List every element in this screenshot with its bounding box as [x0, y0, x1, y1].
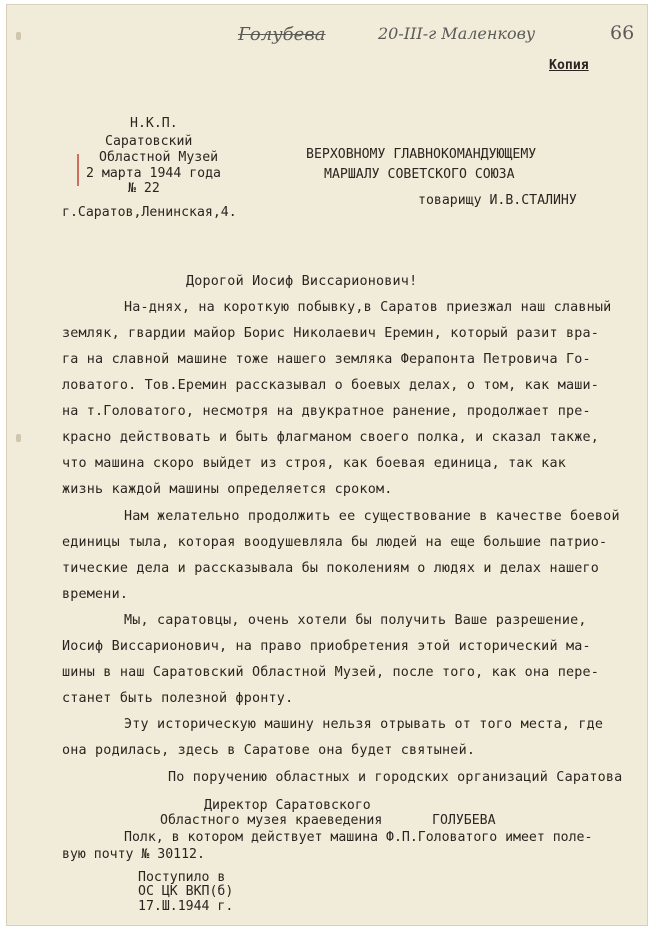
received-line2: ОС ЦК ВКП(б)	[138, 884, 234, 899]
received-line3: 17.Ш.1944 г.	[138, 899, 234, 914]
body-line: на т.Головатого, несмотря на двукратное ранение, продолжает пре-	[62, 404, 591, 419]
sender-address: г.Саратов,Ленинская,4.	[62, 205, 237, 220]
recipient-line3: товарищу И.В.СТАЛИНУ	[418, 193, 577, 208]
document-page	[6, 4, 648, 926]
body-line: земляк, гвардии майор Борис Николаевич Еремин, который разит вра-	[62, 326, 600, 341]
salutation: Дорогой Иосиф Виссарионович!	[186, 274, 418, 289]
sender-org: Н.К.П.	[130, 116, 178, 131]
received-line1: Поступило в	[138, 870, 226, 885]
body-line: жизнь каждой машины определяется сроком.	[62, 482, 393, 497]
page-number: 66	[610, 22, 635, 44]
body-line: тические дела и рассказывала бы поколениям о людях и делах нашего	[62, 561, 600, 576]
body-line: На-днях, на короткую побывку,в Саратов приезжал наш славный	[124, 300, 612, 315]
signature-title-line1: Директор Саратовского	[204, 798, 371, 813]
body-line: ловатого. Тов.Еремин рассказывал о боевых делах, о том, как маши-	[62, 378, 600, 393]
body-line: Мы, саратовцы, очень хотели бы получить Ваше разрешение,	[124, 613, 587, 628]
body-line: шины в наш Саратовский Областной Музей, после того, как она пере-	[62, 665, 600, 680]
punch-hole-mark	[16, 434, 21, 442]
letter-number: № 22	[128, 181, 160, 196]
body-line: времени.	[62, 587, 129, 602]
body-line: что машина скоро выйдет из строя, как боевая единица, так как	[62, 456, 566, 471]
postscript-line: Полк, в котором действует машина Ф.П.Головатого имеет поле-	[124, 830, 593, 845]
recipient-line1: ВЕРХОВНОМУ ГЛАВНОКОМАНДУЮЩЕМУ	[306, 147, 537, 162]
body-line: га на славной машине тоже нашего земляка Ферапонта Петровича Го-	[62, 352, 591, 367]
red-pencil-mark	[77, 154, 79, 186]
copy-label: Копия	[549, 58, 589, 73]
body-line: красно действовать и быть флагманом своего полка, и сказал также,	[62, 430, 600, 445]
handwritten-name: Голубева	[238, 24, 326, 45]
letter-date: 2 марта 1944 года	[86, 166, 221, 181]
body-line: единицы тыла, которая воодушевляла бы людей на еще большие патрио-	[62, 535, 608, 550]
signature-name: ГОЛУБЕВА	[432, 813, 496, 828]
sender-museum-line1: Саратовский	[105, 134, 193, 149]
punch-hole-mark	[16, 32, 21, 40]
handwritten-resolution: 20-III-г Маленкову	[378, 24, 536, 43]
postscript-line: вую почту № 30112.	[62, 847, 205, 862]
sender-museum-line2: Областной Музей	[99, 150, 219, 165]
body-line: Нам желательно продолжить ее существование в качестве боевой	[124, 509, 620, 524]
closing-line: По поручению областных и городских организаций Саратова	[168, 770, 623, 785]
signature-title-line2: Областного музея краеведения	[160, 813, 383, 828]
body-line: она родилась, здесь в Саратове она будет святыней.	[62, 743, 476, 758]
body-line: станет быть полезной фронту.	[62, 691, 294, 706]
recipient-line2: МАРШАЛУ СОВЕТСКОГО СОЮЗА	[324, 167, 515, 182]
body-line: Иосиф Виссарионович, на право приобретения этой исторический ма-	[62, 639, 591, 654]
body-line: Эту историческую машину нельзя отрывать от того места, где	[124, 717, 604, 732]
